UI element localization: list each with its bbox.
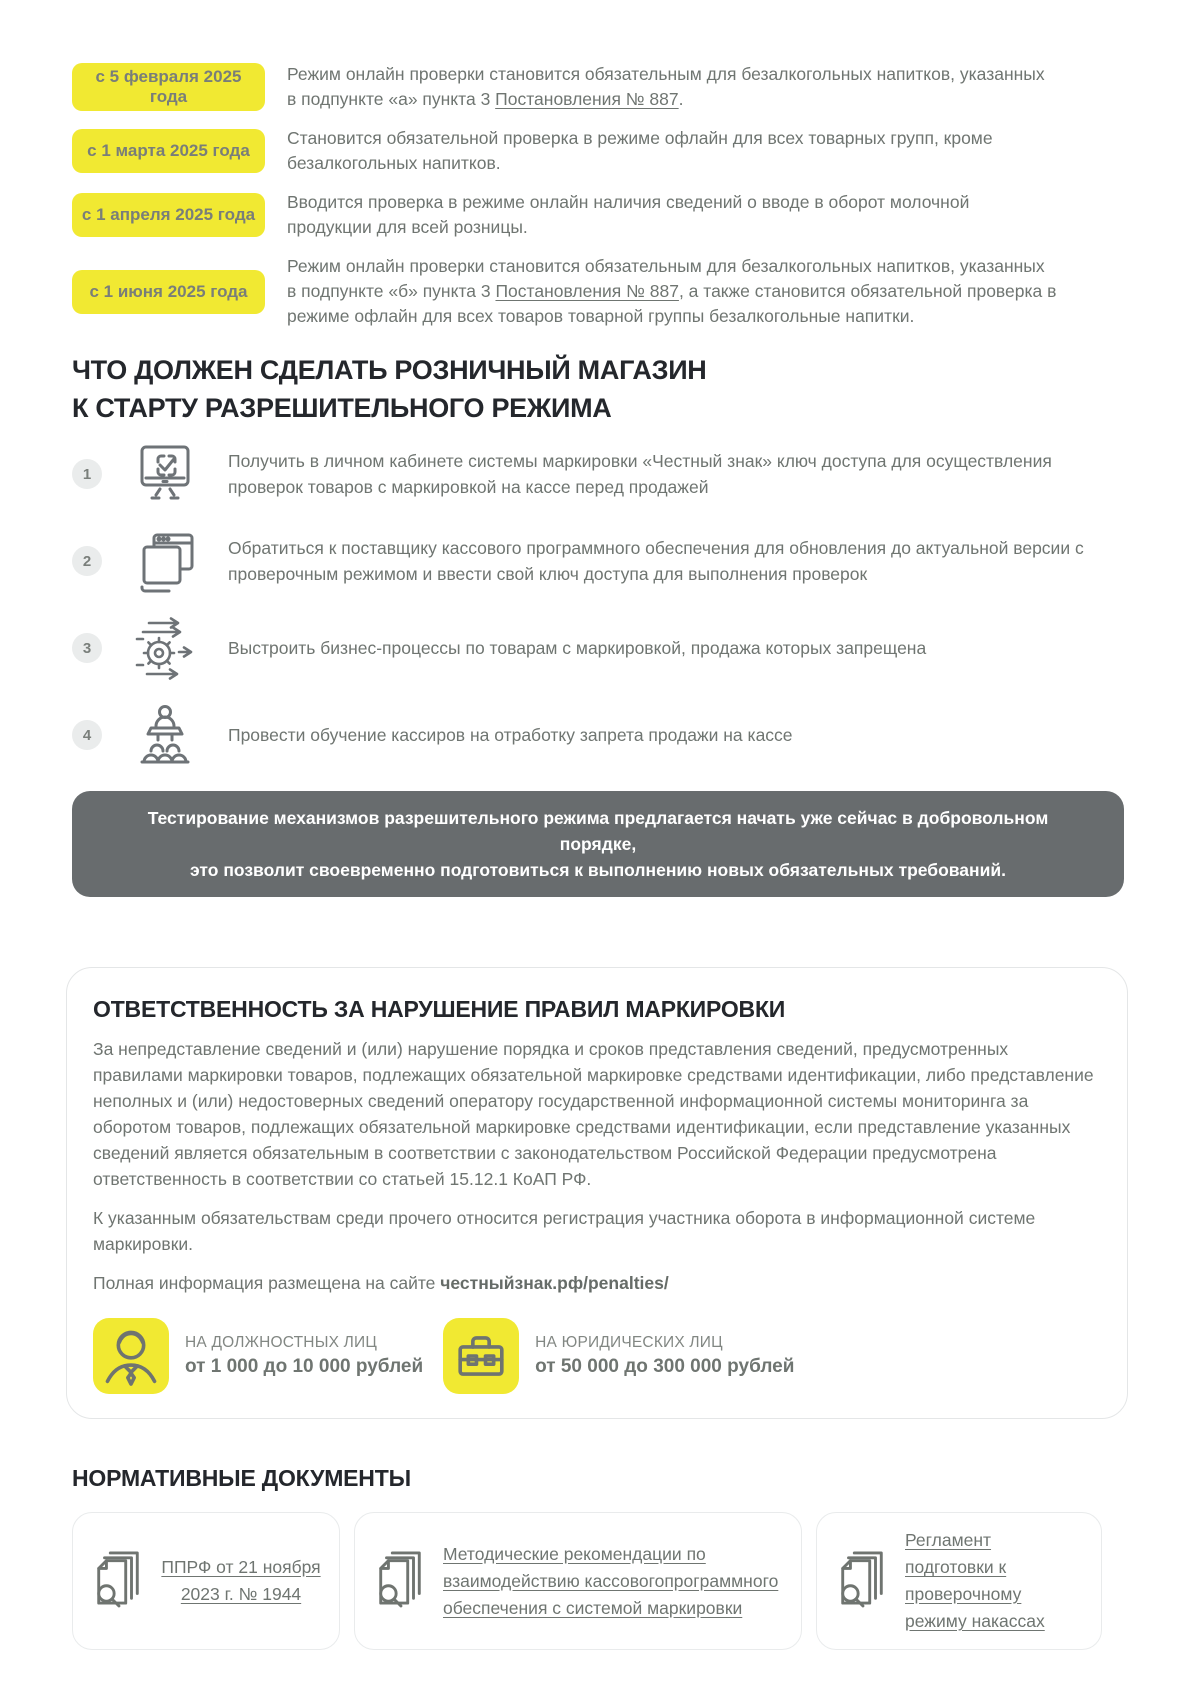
site-info-text: Полная информация размещена на сайте — [93, 1273, 441, 1293]
steps-list — [72, 441, 1124, 767]
step-item-4 — [72, 703, 1124, 767]
step-text: Получить в личном кабинете системы маркировки «Честный знак» ключ доступа для осуществления проверок товаров с маркировкой на кассе перед продажей — [228, 451, 1052, 497]
timeline — [72, 62, 1124, 329]
step-number-badge: 2 — [72, 546, 102, 576]
step-text: Провести обучение кассиров на отработку запрета продажи на кассе — [228, 725, 793, 745]
official-person-icon — [93, 1318, 169, 1394]
penalty-legal-entities — [443, 1318, 794, 1394]
gear-process-arrows-icon — [128, 615, 202, 681]
site-info-line — [93, 1270, 1097, 1296]
testing-notice-banner — [72, 791, 1124, 897]
document-card-check-mode-regulation[interactable] — [816, 1512, 1102, 1650]
timeline-text-part: Режим онлайн проверки становится обязательным для безалкогольных напитков, указанных в подпункте «а» пункта 3 — [287, 64, 1045, 109]
timeline-text — [287, 190, 1057, 240]
document-card-method-recommendations[interactable] — [354, 1512, 802, 1650]
step-number-badge: 1 — [72, 459, 102, 489]
penalty-label: НА ДОЛЖНОСТНЫХ ЛИЦ — [185, 1334, 378, 1351]
document-search-icon — [373, 1547, 427, 1616]
penalties-site-link[interactable]: честныйзнак.рф/penalties/ — [440, 1273, 669, 1293]
step-text: Выстроить бизнес-процессы по товарам с маркировкой, продажа которых запрещена — [228, 638, 927, 658]
software-windows-icon — [128, 529, 202, 593]
timeline-row — [72, 254, 1124, 329]
penalties-row — [93, 1318, 1097, 1394]
document-link[interactable]: Методические рекомендации по взаимодействию кассовогопрограммного обеспечения с системой маркировки — [443, 1543, 779, 1618]
timeline-text-part: Режим онлайн проверки становится обязательным для безалкогольных напитков, указанных в подпункте «б» пункта 3 — [287, 256, 1045, 301]
timeline-text — [287, 254, 1057, 329]
penalty-officials — [93, 1318, 423, 1394]
penalty-amount: от 50 000 до 300 000 рублей — [535, 1356, 795, 1377]
step-text: Обратиться к поставщику кассового программного обеспечения для обновления до актуальной версии с проверочным режимом и ввести свой ключ доступа для выполнения проверок — [228, 538, 1084, 584]
date-badge: с 1 апреля 2025 года — [72, 193, 265, 237]
decree-887-link[interactable]: Постановления № 887 — [495, 89, 679, 109]
responsibility-paragraph1: За непредставление сведений и (или) нарушение порядка и сроков представления сведений, предусмотренных правилами маркировки товаров, подлежащих обязательной маркировке средствами идентификации, либо представление неполных и (или) недостоверных сведений оператору государственной информационной системы мониторинга за оборотом товаров, подлежащих обязательной маркировке средствами идентификации, если представление указанных сведений является обязательным в соответствии с законодательством Российской Федерации предусмотрена ответственность в соответствии со статьей 15.12.1 КоАП РФ. — [93, 1039, 1094, 1189]
responsibility-title: ОТВЕТСТВЕННОСТЬ ЗА НАРУШЕНИЕ ПРАВИЛ МАРКИРОВКИ — [93, 996, 786, 1022]
briefcase-icon — [443, 1318, 519, 1394]
monitor-scan-check-icon — [128, 441, 202, 507]
document-link[interactable]: Регламент подготовки к проверочному режиму накассах — [905, 1530, 1045, 1631]
banner-line1: Тестирование механизмов разрешительного режима предлагается начать уже сейчас в добровольном порядке, — [147, 808, 1049, 854]
timeline-text-part: Вводится проверка в режиме онлайн наличия сведений о вводе в оборот молочной продукции для всей розницы. — [287, 192, 970, 237]
timeline-row — [72, 190, 1124, 240]
timeline-row — [72, 126, 1124, 176]
step-item-1 — [72, 441, 1124, 507]
date-badge: с 1 марта 2025 года — [72, 129, 265, 173]
document-link[interactable]: ППРФ от 21 ноября 2023 г. № 1944 — [161, 1557, 321, 1604]
document-search-icon — [91, 1547, 145, 1616]
documents-title: НОРМАТИВНЫЕ ДОКУМЕНТЫ — [72, 1465, 411, 1491]
timeline-text-part: Становится обязательной проверка в режиме офлайн для всех товарных групп, кроме безалкогольных напитков. — [287, 128, 993, 173]
checklist-section — [72, 351, 1124, 427]
section-title-line1: ЧТО ДОЛЖЕН СДЕЛАТЬ РОЗНИЧНЫЙ МАГАЗИН — [72, 355, 707, 385]
documents-cards — [72, 1512, 1124, 1650]
decree-887-link[interactable]: Постановления № 887 — [495, 281, 679, 301]
timeline-text-part: . — [678, 89, 684, 109]
step-number-badge: 4 — [72, 720, 102, 750]
step-item-3 — [72, 615, 1124, 681]
step-item-2 — [72, 529, 1124, 593]
date-badge: с 5 февраля 2025 года — [72, 63, 265, 111]
banner-line2: это позволит своевременно подготовиться к выполнению новых обязательных требований. — [190, 860, 1006, 880]
step-number-badge: 3 — [72, 633, 102, 663]
timeline-row — [72, 62, 1124, 112]
penalty-info — [185, 1334, 423, 1378]
responsibility-section — [66, 967, 1128, 1419]
date-badge: с 1 июня 2025 года — [72, 270, 265, 314]
penalty-label: НА ЮРИДИЧЕСКИХ ЛИЦ — [535, 1334, 723, 1351]
timeline-text-part: , а также становится обязательной проверка в режиме офлайн для всех товаров товарной группы безалкогольные напитки. — [287, 281, 1057, 326]
section-title-line2: К СТАРТУ РАЗРЕШИТЕЛЬНОГО РЕЖИМА — [72, 393, 612, 423]
document-search-icon — [835, 1547, 889, 1616]
trainer-podium-audience-icon — [128, 703, 202, 767]
timeline-text — [287, 62, 1057, 112]
document-card-pprf-1944[interactable] — [72, 1512, 340, 1650]
penalty-amount: от 1 000 до 10 000 рублей — [185, 1356, 424, 1377]
timeline-text — [287, 126, 1057, 176]
penalty-info — [535, 1334, 794, 1378]
responsibility-paragraph2: К указанным обязательствам среди прочего относится регистрация участника оборота в информационной системе маркировки. — [93, 1208, 1036, 1254]
